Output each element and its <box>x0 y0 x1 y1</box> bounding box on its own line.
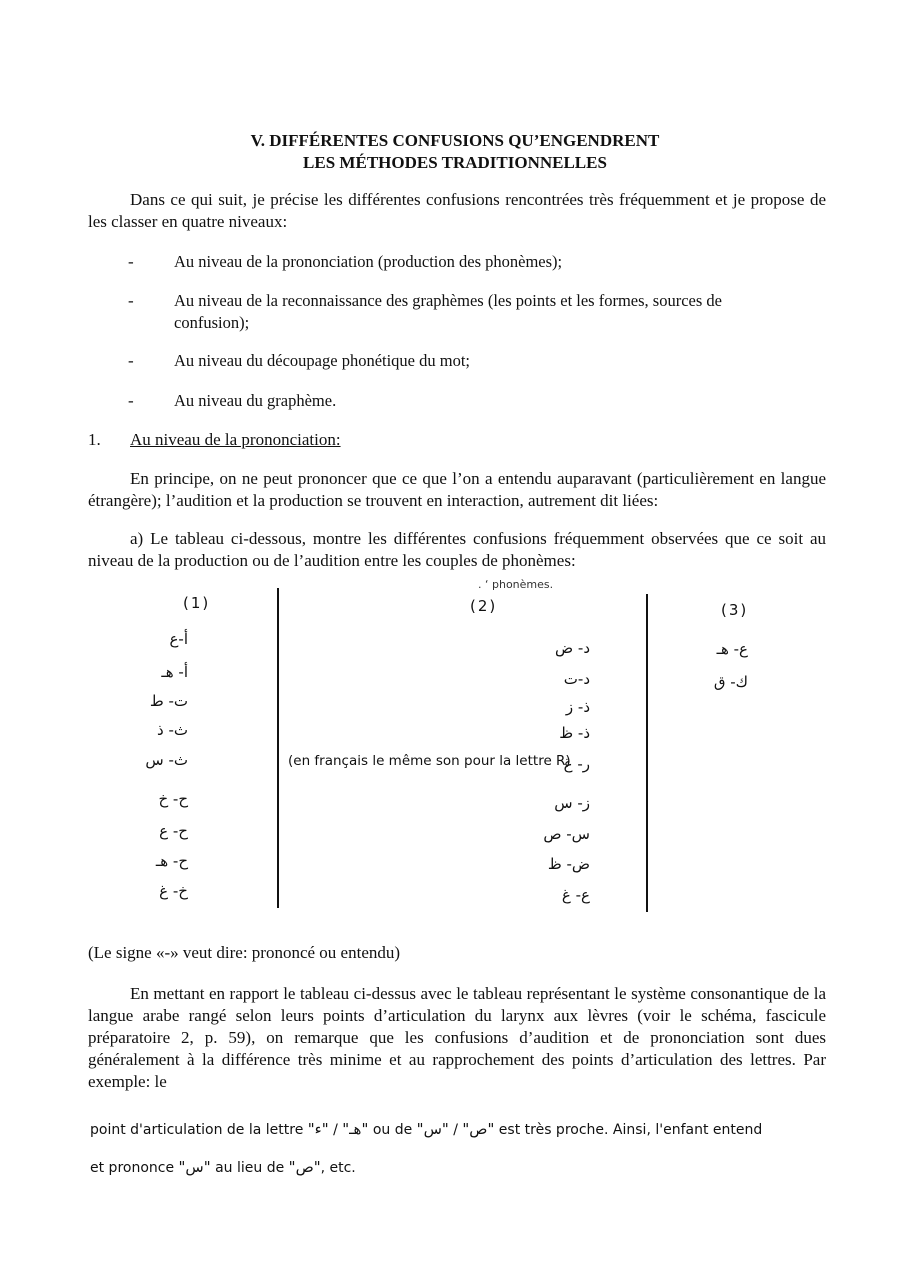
arabic-letter: "ص" <box>462 1120 495 1138</box>
list-item: Au niveau du graphème. <box>174 391 337 410</box>
page-title <box>0 130 910 174</box>
column-header-2: (2) <box>470 597 498 615</box>
phoneme-pair: د- ض <box>555 639 590 657</box>
intro-paragraph: Dans ce qui suit, je précise les différentes confusions rencontrées très fréquemment et je propose de les classer en quatre niveaux: <box>88 190 826 231</box>
list-item: Au niveau de la reconnaissance des graphèmes (les points et les formes, sources de confusion); <box>174 291 722 332</box>
phoneme-pair: أ- هـ <box>161 663 188 681</box>
phoneme-pair: أ-ع <box>169 630 188 648</box>
table-legend: (Le signe «-» veut dire: prononcé ou entendu) <box>88 943 401 962</box>
example-text: , etc. <box>320 1160 356 1176</box>
phoneme-pair: ز- س <box>554 794 590 812</box>
phoneme-pair: ث- س <box>145 751 188 769</box>
phoneme-pair: ذ- ظ <box>559 724 590 742</box>
column-header-3: (3) <box>721 601 749 619</box>
section-number: 1. <box>88 430 101 449</box>
example-text: / <box>448 1122 463 1138</box>
arabic-letter: "هـ" <box>342 1120 369 1138</box>
list-item: Au niveau de la prononciation (production des phonèmes); <box>174 252 563 271</box>
phoneme-pair: ح- هـ <box>155 852 188 870</box>
table-divider-left <box>277 588 279 908</box>
example-line-2 <box>90 1158 356 1176</box>
arabic-letter: "س" <box>416 1120 449 1138</box>
phoneme-pair: ث- ذ <box>157 721 188 739</box>
list-item: Au niveau du découpage phonétique du mot; <box>174 351 471 370</box>
phoneme-pair: د-ت <box>563 670 590 688</box>
principle-paragraph: En principe, on ne peut prononcer que ce que l’on a entendu auparavant (particulièrement en langue étrangère); l’audition et la production se trouvent en interaction, autrement dit liées: <box>88 469 826 510</box>
phoneme-pair: ك- ق <box>713 673 748 691</box>
phoneme-pair: ح- خ <box>158 790 188 808</box>
title-line-1: V. DIFFÉRENTES CONFUSIONS QU’ENGENDRENT <box>250 131 660 150</box>
section-heading: Au niveau de la prononciation: <box>130 430 341 449</box>
example-text: au lieu de <box>210 1160 289 1176</box>
example-text: / <box>328 1122 343 1138</box>
phoneme-pair: ت- ط <box>149 692 188 710</box>
arabic-letter: "ص" <box>288 1158 321 1176</box>
column-header-1: (1) <box>183 594 211 612</box>
example-text: ou de <box>368 1122 417 1138</box>
list-dash: - <box>128 252 134 271</box>
example-text: et prononce <box>90 1160 179 1176</box>
phoneme-pair: س- ص <box>543 825 590 843</box>
stray-scan-text: . ‘ phonèmes. <box>478 578 554 591</box>
title-line-2: LES MÉTHODES TRADITIONNELLES <box>303 153 607 172</box>
example-line-1 <box>90 1120 762 1138</box>
phoneme-pair: ض- ظ <box>547 855 590 873</box>
table-intro-paragraph: a) Le tableau ci-dessous, montre les différentes confusions fréquemment observées que ce soit au niveau de la production ou de l’audition entre les couples de phonèmes: <box>88 529 826 570</box>
list-dash: - <box>128 291 134 310</box>
arabic-letter: "ء" <box>307 1120 329 1138</box>
analysis-paragraph: En mettant en rapport le tableau ci-dessus avec le tableau représentant le système consonantique de la langue arabe rangé selon leurs points d’articulation du larynx aux lèvres (voir le schéma, fascicule préparatoire 2, p. 59), on remarque que les confusions d’audition et de prononciation sont dues généralement à la différence très minime et au rapprochement des points d’articulation des lettres. Par exemple: le <box>88 984 826 1091</box>
example-text: point d'articulation de la lettre <box>90 1122 308 1138</box>
table-divider-right <box>646 594 648 912</box>
phoneme-pair: خ- غ <box>159 882 188 900</box>
phoneme-pair: ذ- ز <box>565 698 590 716</box>
phoneme-pair: ح- ع <box>159 822 188 840</box>
phoneme-note: (en français le même son pour la lettre R) <box>288 753 571 769</box>
phoneme-pair: ع- هـ <box>716 640 748 658</box>
phoneme-pair: ع- غ <box>561 886 590 904</box>
arabic-letter: "س" <box>178 1158 211 1176</box>
list-dash: - <box>128 351 134 370</box>
list-dash: - <box>128 391 134 410</box>
example-text: est très proche. Ainsi, l'enfant entend <box>494 1122 763 1138</box>
phoneme-pair: ر- غ <box>563 755 590 773</box>
